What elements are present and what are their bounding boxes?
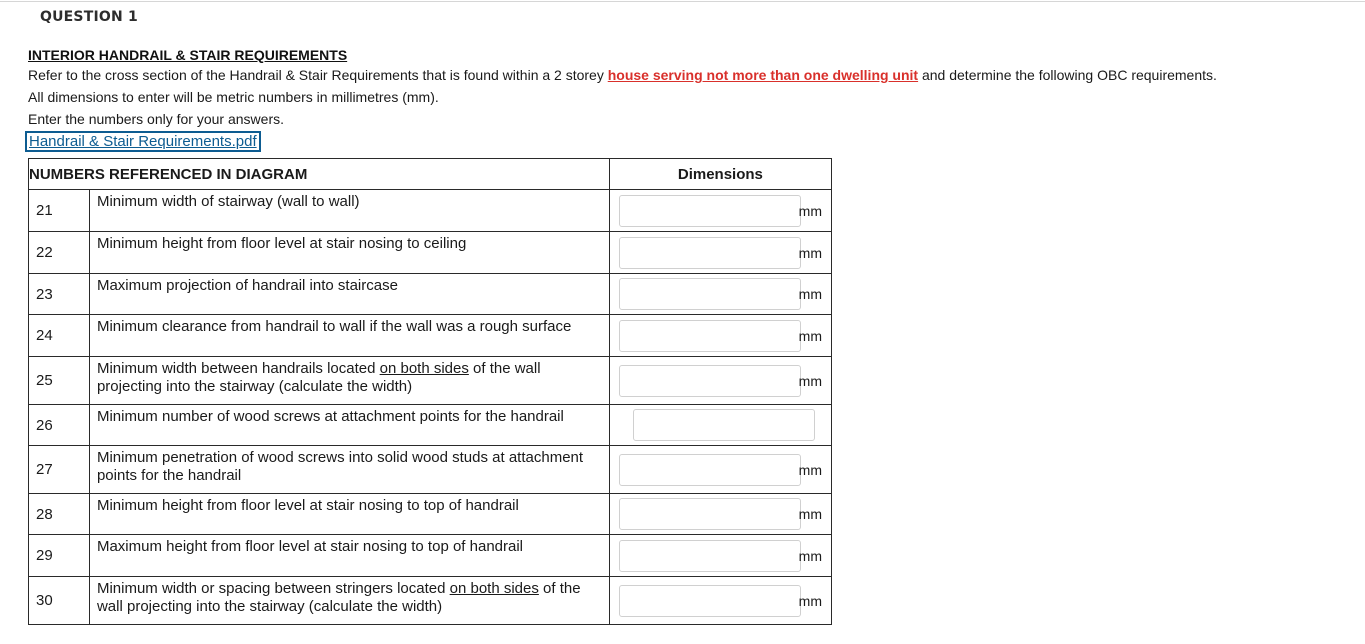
intro-text-after: and determine the following OBC requirements. bbox=[918, 67, 1217, 83]
row-description bbox=[89, 446, 609, 494]
description-text: Minimum number of wood screws at attachment points for the handrail bbox=[96, 408, 564, 425]
answer-input-26[interactable] bbox=[633, 409, 815, 441]
table-row bbox=[29, 405, 832, 446]
table-header-row bbox=[29, 159, 832, 190]
table-row bbox=[29, 577, 832, 625]
table-row bbox=[29, 274, 832, 315]
description-text: of the wall projecting into the stairway (calculate the width) bbox=[96, 360, 541, 395]
description-underlined: on both sides bbox=[449, 580, 539, 597]
requirements-table bbox=[28, 158, 832, 625]
row-description bbox=[89, 190, 609, 232]
row-number: 28 bbox=[29, 494, 90, 535]
unit-label: mm bbox=[798, 244, 822, 261]
answer-input-22[interactable] bbox=[619, 237, 801, 269]
intro-line-2: All dimensions to enter will be metric numbers in millimetres (mm). bbox=[28, 89, 439, 105]
answer-cell bbox=[609, 315, 831, 357]
row-number: 21 bbox=[29, 190, 90, 232]
answer-cell bbox=[609, 577, 831, 625]
table-row bbox=[29, 535, 832, 577]
answer-input-28[interactable] bbox=[619, 498, 801, 530]
unit-label: mm bbox=[798, 327, 822, 344]
row-number: 22 bbox=[29, 232, 90, 274]
answer-input-21[interactable] bbox=[619, 195, 801, 227]
unit-label: mm bbox=[798, 372, 822, 389]
description-text: Minimum penetration of wood screws into solid wood studs at attachment points for the handrail bbox=[96, 449, 584, 484]
description-text: Maximum height from floor level at stair nosing to top of handrail bbox=[96, 538, 524, 555]
row-number: 25 bbox=[29, 357, 90, 405]
row-description bbox=[89, 274, 609, 315]
section-heading: INTERIOR HANDRAIL & STAIR REQUIREMENTS bbox=[28, 47, 348, 63]
header-dimensions: Dimensions bbox=[609, 159, 831, 190]
unit-label: mm bbox=[798, 547, 822, 564]
answer-input-24[interactable] bbox=[619, 320, 801, 352]
answer-cell bbox=[609, 494, 831, 535]
answer-cell bbox=[609, 190, 831, 232]
question-content bbox=[28, 46, 1348, 152]
table-row bbox=[29, 494, 832, 535]
description-text: Minimum height from floor level at stair nosing to ceiling bbox=[96, 235, 467, 252]
answer-cell bbox=[609, 232, 831, 274]
row-description bbox=[89, 232, 609, 274]
row-description bbox=[89, 494, 609, 535]
table-row bbox=[29, 190, 832, 232]
answer-cell bbox=[609, 405, 831, 446]
answer-input-23[interactable] bbox=[619, 278, 801, 310]
row-description bbox=[89, 577, 609, 625]
description-text: Minimum height from floor level at stair nosing to top of handrail bbox=[96, 497, 519, 514]
row-number: 23 bbox=[29, 274, 90, 315]
answer-cell bbox=[609, 274, 831, 315]
unit-label: mm bbox=[798, 592, 822, 609]
row-number: 29 bbox=[29, 535, 90, 577]
row-description bbox=[89, 357, 609, 405]
table-row bbox=[29, 315, 832, 357]
answer-input-29[interactable] bbox=[619, 540, 801, 572]
description-text: of the wall projecting into the stairway (calculate the width) bbox=[96, 580, 581, 615]
answer-input-25[interactable] bbox=[619, 365, 801, 397]
row-number: 24 bbox=[29, 315, 90, 357]
table-row bbox=[29, 446, 832, 494]
unit-label: mm bbox=[798, 506, 822, 522]
table-row bbox=[29, 232, 832, 274]
description-text: Minimum width of stairway (wall to wall) bbox=[96, 193, 360, 210]
row-description bbox=[89, 405, 609, 446]
description-text: Maximum projection of handrail into staircase bbox=[96, 277, 398, 294]
description-text: Minimum width or spacing between stringers located bbox=[96, 580, 450, 597]
description-text: Minimum width between handrails located bbox=[96, 360, 380, 377]
row-number: 30 bbox=[29, 577, 90, 625]
unit-label: mm bbox=[798, 461, 822, 478]
row-number: 26 bbox=[29, 405, 90, 446]
description-text: Minimum clearance from handrail to wall if the wall was a rough surface bbox=[96, 318, 572, 335]
question-title: QUESTION 1 bbox=[40, 9, 138, 25]
dwelling-unit-link[interactable]: house serving not more than one dwelling unit bbox=[607, 67, 919, 83]
intro-line-3: Enter the numbers only for your answers. bbox=[28, 111, 285, 127]
unit-label: mm bbox=[798, 202, 822, 219]
table-row bbox=[29, 357, 832, 405]
description-underlined: on both sides bbox=[379, 360, 469, 377]
row-number: 27 bbox=[29, 446, 90, 494]
answer-cell bbox=[609, 357, 831, 405]
header-numbers-referenced: NUMBERS REFERENCED IN DIAGRAM bbox=[29, 159, 610, 190]
row-description bbox=[89, 315, 609, 357]
unit-label: mm bbox=[798, 286, 822, 302]
answer-input-27[interactable] bbox=[619, 454, 801, 486]
top-divider bbox=[0, 1, 1365, 2]
pdf-file-link[interactable]: Handrail & Stair Requirements.pdf bbox=[25, 131, 261, 152]
row-description bbox=[89, 535, 609, 577]
intro-line-1 bbox=[28, 64, 1348, 86]
answer-cell bbox=[609, 446, 831, 494]
intro-text-before: Refer to the cross section of the Handrail & Stair Requirements that is found within a 2 storey bbox=[28, 67, 608, 83]
answer-cell bbox=[609, 535, 831, 577]
answer-input-30[interactable] bbox=[619, 585, 801, 617]
